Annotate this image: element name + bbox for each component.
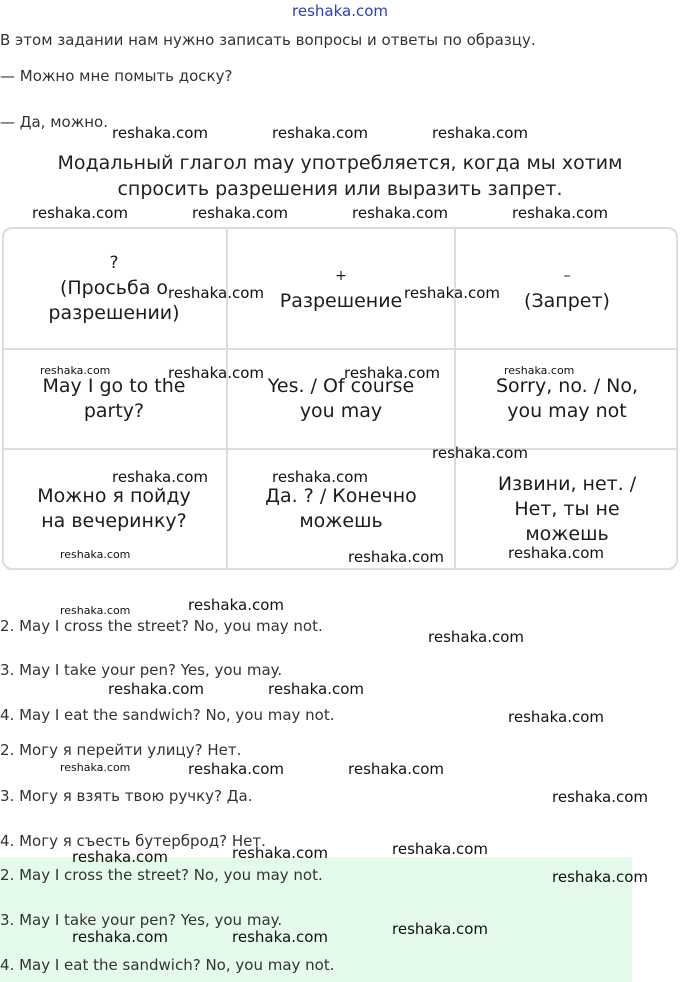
watermark: reshaka.com (32, 204, 128, 222)
example-question: — Можно мне помыть доску? (0, 67, 233, 85)
watermark: reshaka.com (232, 844, 328, 862)
row2-permission-line1: Да. ? / Конечно (265, 485, 417, 507)
heading-line-1: Модальный глагол may употребляется, когда мы хотим (57, 152, 623, 174)
header-request-line1: (Просьба о (59, 277, 169, 299)
answer-final-line: 4. May I eat the sandwich? No, you may not. (0, 956, 335, 974)
row2-prohibition-line3: можешь (525, 522, 609, 545)
watermark: reshaka.com (192, 204, 288, 222)
answer-ru-line: 4. Могу я съесть бутерброд? Нет. (0, 832, 266, 850)
watermark: reshaka.com (432, 444, 528, 462)
watermark: reshaka.com (72, 848, 168, 866)
minus-symbol: – (563, 267, 571, 284)
watermark: reshaka.com (108, 680, 204, 698)
answer-en-line: 4. May I eat the sandwich? No, you may not. (0, 706, 335, 724)
row2-prohibition-line2: Нет, ты не (514, 497, 620, 520)
row1-prohibition-line1: Sorry, no. / No, (495, 375, 639, 397)
watermark: reshaka.com (428, 628, 524, 646)
watermark: reshaka.com (508, 708, 604, 726)
watermark: reshaka.com (112, 124, 208, 142)
row1-prohibition-line2: you may not (507, 400, 627, 422)
watermark: reshaka.com (392, 840, 488, 858)
answer-final-line: 2. May I cross the street? No, you may not. (0, 866, 323, 884)
watermark: reshaka.com (512, 204, 608, 222)
row1-request-line1: May I go to the (42, 375, 186, 397)
top-watermark: reshaka.com (292, 2, 388, 20)
watermark: reshaka.com (60, 761, 131, 774)
plus-symbol: + (335, 267, 347, 284)
watermark: reshaka.com (348, 760, 444, 778)
answer-en-line: 3. May I take your pen? Yes, you may. (0, 661, 283, 679)
watermark: reshaka.com (404, 284, 500, 302)
watermark: reshaka.com (552, 868, 648, 886)
watermark: reshaka.com (272, 124, 368, 142)
watermark: reshaka.com (60, 604, 131, 617)
header-prohibition-label: (Запрет) (524, 289, 610, 312)
watermark: reshaka.com (188, 596, 284, 614)
row1-permission-line1: Yes. / Of course (267, 375, 415, 397)
watermark: reshaka.com (272, 468, 368, 486)
answer-ru-line: 2. Могу я перейти улицу? Нет. (0, 741, 242, 759)
watermark: reshaka.com (168, 284, 264, 302)
watermark: reshaka.com (392, 920, 488, 938)
example-answer: — Да, можно. (0, 113, 108, 131)
row1-request-line2: party? (83, 400, 145, 422)
watermark: reshaka.com (352, 204, 448, 222)
watermark: reshaka.com (168, 364, 264, 382)
watermark: reshaka.com (112, 468, 208, 486)
watermark: reshaka.com (432, 124, 528, 142)
heading-line-2: спросить разрешения или выразить запрет. (117, 178, 563, 200)
row2-prohibition-line1: Извини, нет. / (497, 472, 637, 495)
header-permission-label: Разрешение (279, 289, 403, 312)
answer-ru-line: 3. Могу я взять твою ручку? Да. (0, 787, 253, 805)
answer-en-line: 2. May I cross the street? No, you may not. (0, 617, 323, 635)
watermark: reshaka.com (552, 788, 648, 806)
watermark: reshaka.com (232, 928, 328, 946)
watermark: reshaka.com (268, 680, 364, 698)
row2-request-line2: на вечеринку? (41, 510, 187, 532)
watermark: reshaka.com (344, 364, 440, 382)
watermark: reshaka.com (72, 928, 168, 946)
watermark: reshaka.com (40, 364, 111, 377)
answer-final-line: 3. May I take your pen? Yes, you may. (0, 911, 283, 929)
watermark: reshaka.com (348, 548, 444, 566)
watermark: reshaka.com (188, 760, 284, 778)
row1-permission-line2: you may (299, 400, 383, 422)
watermark: reshaka.com (504, 364, 575, 377)
row2-permission-line2: можешь (299, 510, 383, 532)
watermark: reshaka.com (60, 548, 131, 561)
header-request-line2: разрешении) (48, 302, 180, 324)
row2-request-line1: Можно я пойду (37, 485, 191, 507)
question-mark-symbol: ? (109, 253, 119, 273)
intro-text: В этом задании нам нужно записать вопросы и ответы по образцу. (0, 31, 536, 49)
watermark: reshaka.com (508, 544, 604, 562)
